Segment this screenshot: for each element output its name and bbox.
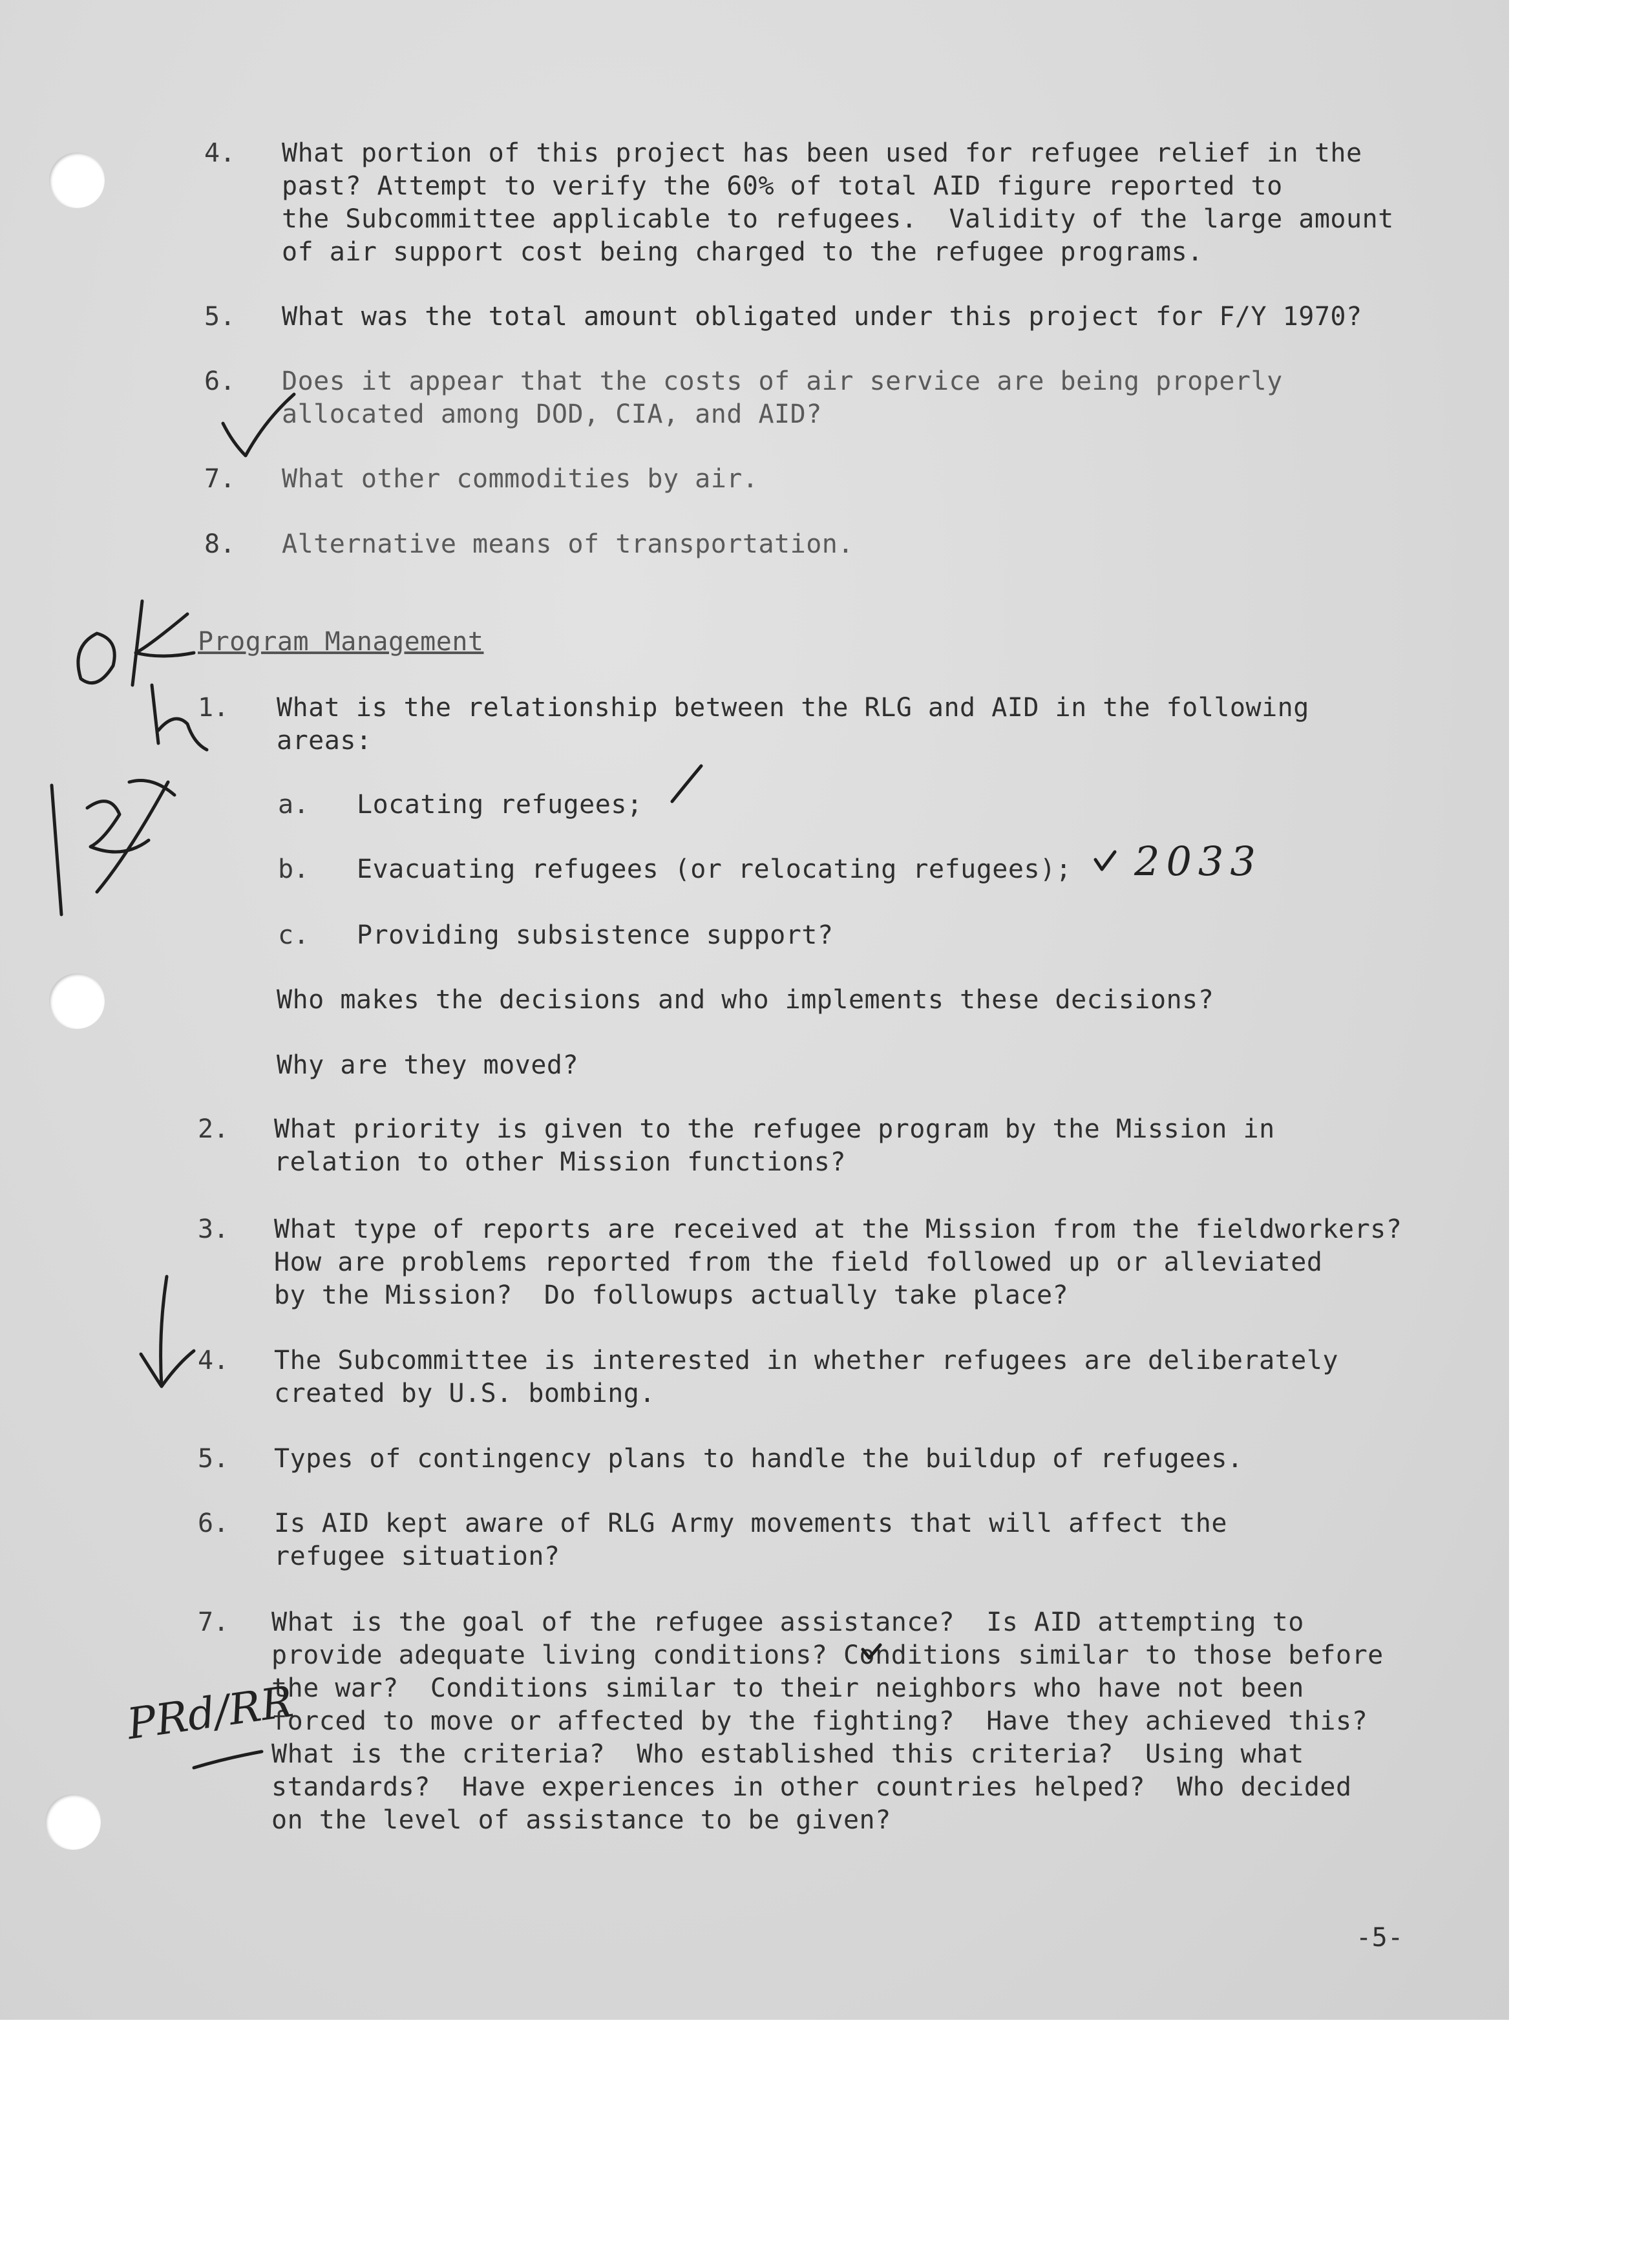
- text-line: on the level of assistance to be given?: [271, 1805, 891, 1835]
- text-line: What was the total amount obligated under this project for F/Y 1970?: [282, 302, 1362, 332]
- text-line: What is the criteria? Who established this criteria? Using what: [271, 1739, 1304, 1769]
- margin-note-underline: [194, 1752, 262, 1768]
- text-line: provide adequate living conditions? Conditions similar to those before: [271, 1640, 1384, 1670]
- subitem-text: Evacuating refugees (or relocating refugees);: [357, 854, 1072, 884]
- text-line: allocated among DOD, CIA, and AID?: [282, 399, 822, 429]
- text-line: The Subcommittee is interested in whether refugees are deliberately: [274, 1346, 1338, 1375]
- margin-arrow: [141, 1277, 194, 1386]
- text-line: of air support cost being charged to the refugee programs.: [282, 237, 1203, 267]
- page-number: -5-: [1356, 1923, 1404, 1953]
- text-line: relation to other Mission functions?: [274, 1147, 846, 1177]
- text-line: by the Mission? Do followups actually take place?: [274, 1280, 1069, 1310]
- text-line: What other commodities by air.: [282, 464, 759, 494]
- text-line: refugee situation?: [274, 1542, 560, 1571]
- text-line: Does it appear that the costs of air service are being properly: [282, 366, 1283, 396]
- check-mark: [223, 394, 294, 456]
- item-number: 7.: [204, 464, 236, 494]
- text-line: Is AID kept aware of RLG Army movements that will affect the: [274, 1509, 1227, 1538]
- margin-h: [152, 685, 207, 750]
- subitem-letter: b.: [278, 854, 310, 884]
- text-line: What is the goal of the refugee assistance? Is AID attempting to: [271, 1607, 1304, 1637]
- text-line: What portion of this project has been used for refugee relief in the: [282, 138, 1362, 168]
- text-line: What priority is given to the refugee program by the Mission in: [274, 1114, 1275, 1144]
- subitem-letter: c.: [278, 920, 310, 950]
- item-number: 1.: [198, 693, 229, 723]
- text-line: Why are they moved?: [277, 1050, 579, 1080]
- check-mark-a: [672, 766, 701, 801]
- text-line: Who makes the decisions and who implements these decisions?: [277, 985, 1214, 1015]
- item-number: 4.: [198, 1346, 229, 1375]
- margin-ok-o: [78, 633, 114, 683]
- margin-note-strokes: [52, 781, 174, 915]
- text-line: Alternative means of transportation.: [282, 529, 854, 559]
- item-number: 3.: [198, 1214, 229, 1244]
- margin-ok-k: [132, 601, 194, 685]
- check-mark-c: [863, 1645, 880, 1658]
- subitem-letter: a.: [278, 790, 310, 820]
- check-mark-b: [1095, 852, 1115, 869]
- item-number: 5.: [204, 302, 236, 332]
- text-line: How are problems reported from the field followed up or alleviated: [274, 1247, 1323, 1277]
- text-line: areas:: [277, 726, 372, 756]
- text-line: the war? Conditions similar to their neighbors who have not been: [271, 1673, 1304, 1703]
- text-line: Types of contingency plans to handle the buildup of refugees.: [274, 1444, 1243, 1474]
- subitem-text: Providing subsistence support?: [357, 920, 834, 950]
- item-number: 2.: [198, 1114, 229, 1144]
- handwritten-margin-note: PRd/RR: [124, 1677, 297, 1750]
- item-number: 6.: [204, 366, 236, 396]
- text-line: What is the relationship between the RLG and AID in the following: [277, 693, 1309, 723]
- handwritten-number: 2033: [1134, 838, 1262, 885]
- item-number: 7.: [198, 1607, 229, 1637]
- subitem-text: Locating refugees;: [357, 790, 643, 820]
- item-number: 5.: [198, 1444, 229, 1474]
- text-line: forced to move or affected by the fighting? Have they achieved this?: [271, 1706, 1368, 1736]
- item-number: 6.: [198, 1509, 229, 1538]
- text-line: past? Attempt to verify the 60% of total AID figure reported to: [282, 171, 1283, 201]
- section-heading: Program Management: [198, 627, 484, 657]
- text-line: created by U.S. bombing.: [274, 1379, 655, 1408]
- text-line: What type of reports are received at the Mission from the fieldworkers?: [274, 1214, 1402, 1244]
- text-line: the Subcommittee applicable to refugees. Validity of the large amount: [282, 204, 1394, 234]
- item-number: 4.: [204, 138, 236, 168]
- text-line: standards? Have experiences in other countries helped? Who decided: [271, 1772, 1352, 1802]
- item-number: 8.: [204, 529, 236, 559]
